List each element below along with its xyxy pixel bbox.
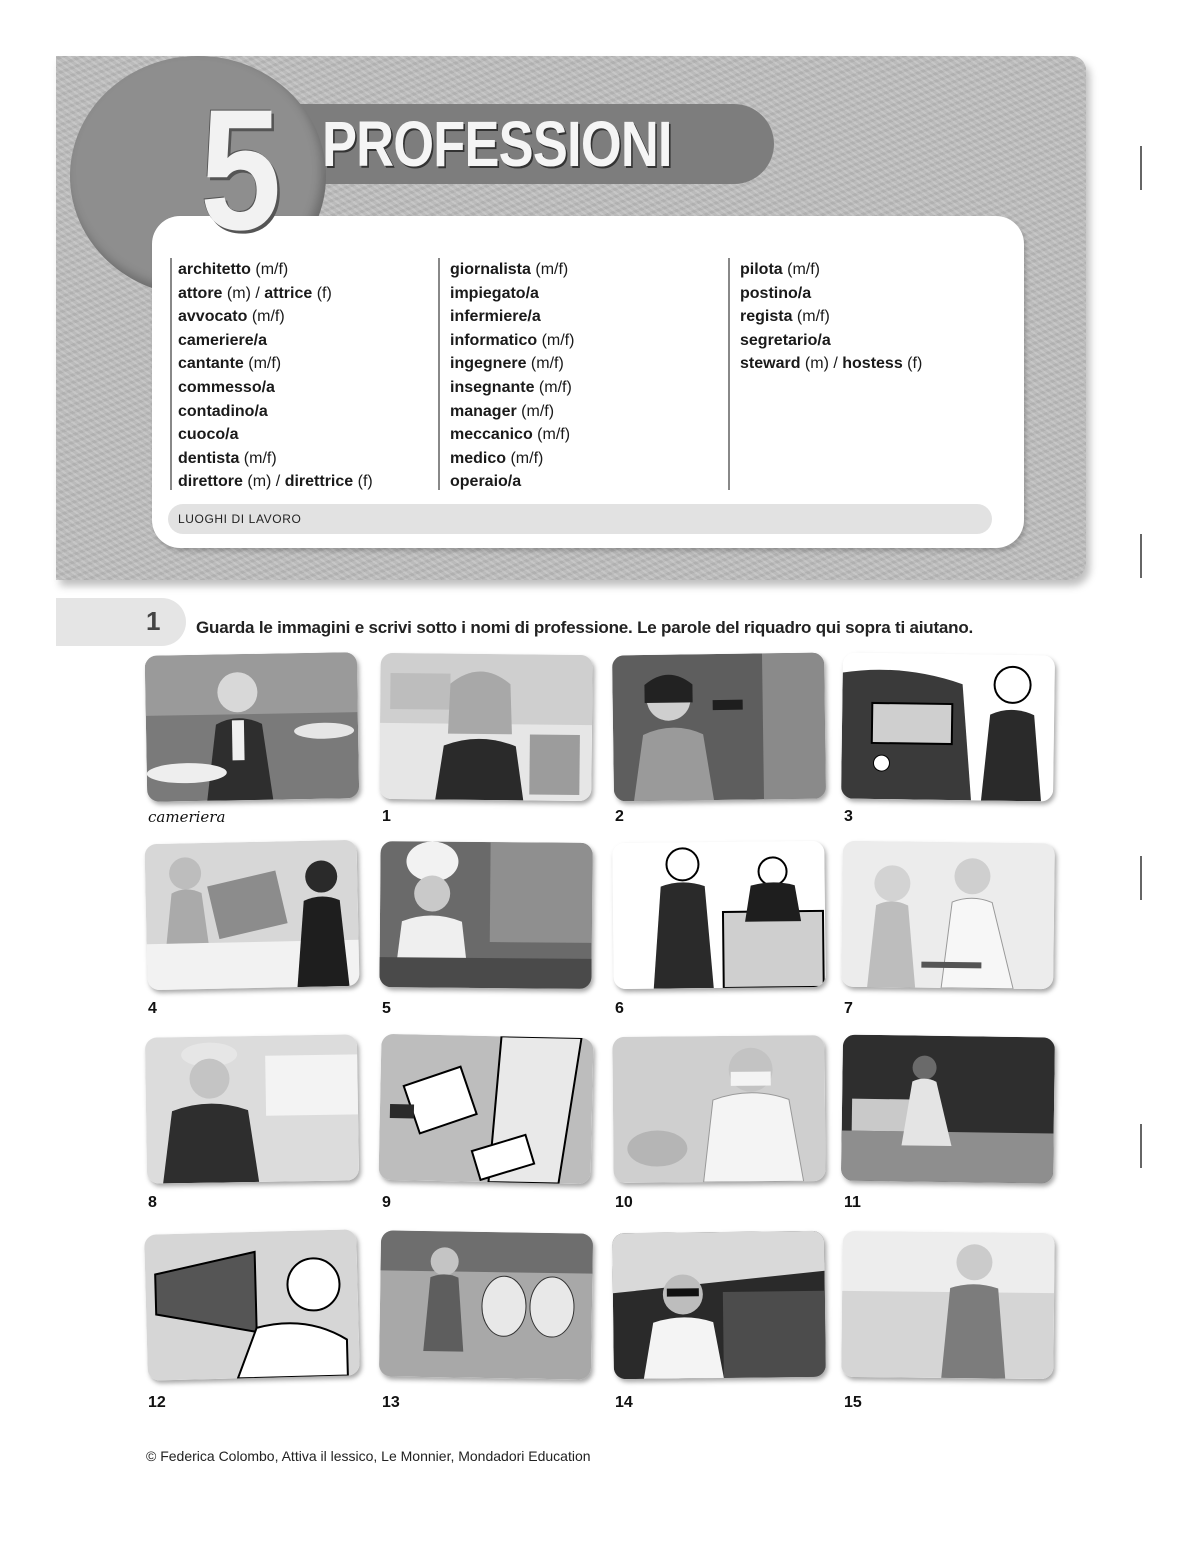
vocabulary-box: [152, 216, 1024, 548]
nurse-photo: [841, 1231, 1055, 1379]
picture-number-label: 10: [615, 1194, 633, 1211]
vocabulary-entry: [178, 282, 373, 306]
vocabulary-word: meccanico: [450, 426, 533, 444]
vocabulary-entry: [450, 352, 574, 376]
vocabulary-word: hostess: [842, 355, 903, 373]
example-answer: cameriera: [148, 808, 226, 826]
vocabulary-word: regista: [740, 308, 793, 326]
vocabulary-entry: [178, 329, 373, 353]
vocabulary-word: dentista: [178, 449, 240, 467]
vocabulary-word: pilota: [740, 261, 783, 278]
vocabulary-entry: [740, 282, 922, 306]
vocabulary-word: manager: [450, 402, 517, 420]
gender-marker: (m) /: [247, 473, 285, 491]
vocabulary-entry: [450, 470, 574, 494]
vocabulary-entry: [740, 329, 922, 353]
vocabulary-entry: [740, 352, 922, 376]
picture-number-label: 11: [844, 1194, 861, 1211]
chapter-number: 5: [200, 74, 282, 266]
vocabulary-entry: [450, 282, 574, 306]
vocabulary-column-1: [170, 258, 373, 490]
vocabulary-word: steward: [740, 355, 801, 373]
margin-mark: [1140, 146, 1142, 190]
picture-number-label: 9: [382, 1194, 391, 1211]
vocabulary-entry: [450, 258, 574, 282]
picture-number-label: 7: [844, 1000, 853, 1017]
doctor-photo: [841, 841, 1055, 990]
dentist-photo: [612, 1035, 825, 1183]
office-worker-photo: [379, 653, 593, 801]
gender-marker: (m/f): [796, 308, 830, 326]
farmer-photo: [379, 1230, 593, 1379]
picture-number-label: 13: [382, 1394, 400, 1411]
gender-marker: (f): [316, 284, 332, 302]
gender-marker: (m/f): [530, 355, 564, 373]
vocabulary-word: postino/a: [740, 284, 812, 302]
vocabulary-entry: [450, 423, 574, 447]
vocabulary-entry: [450, 376, 574, 400]
gender-marker: (m/f): [537, 426, 571, 444]
vocabulary-word: direttore: [178, 473, 243, 491]
pilot-photo: [612, 1231, 826, 1380]
gender-marker: (m/f): [243, 449, 277, 467]
vocabulary-entry: [178, 400, 373, 424]
copyright-footer: © Federica Colombo, Attiva il lessico, Le Monnier, Mondadori Education: [146, 1448, 591, 1464]
actor-photo: [841, 1035, 1055, 1184]
gender-marker: (m) /: [804, 355, 843, 373]
vocabulary-word: attore: [178, 284, 223, 302]
margin-mark: [1140, 534, 1142, 578]
vocabulary-entry: [178, 305, 373, 329]
exercise-instruction: Guarda le immagini e scrivi sotto i nomi di professione. Le parole del riquadro qui sopra ti aiutano.: [196, 618, 974, 637]
vocabulary-entry: [450, 329, 574, 353]
gender-marker: (m/f): [248, 355, 282, 373]
gender-marker: (m/f): [255, 261, 289, 278]
picture-number-label: 14: [615, 1394, 633, 1411]
vocabulary-word: ingegnere: [450, 355, 527, 373]
picture-number-label: 1: [382, 808, 391, 825]
vocabulary-word: infermiere/a: [450, 308, 541, 326]
vocabulary-word: attrice: [264, 284, 313, 302]
mechanic-illustration: [841, 653, 1055, 802]
vocabulary-entry: [178, 470, 373, 494]
vocabulary-word: architetto: [178, 261, 251, 278]
postman-illustration: [378, 1034, 593, 1184]
vocabulary-word: impiegato/a: [450, 284, 539, 302]
gender-marker: (m/f): [787, 261, 820, 278]
gender-marker: (m/f): [521, 402, 555, 420]
margin-mark: [1140, 1124, 1142, 1168]
cook-photo: [379, 841, 592, 989]
gender-marker: (m/f): [538, 378, 572, 396]
gender-marker: (f): [907, 355, 923, 373]
vocabulary-entry: [450, 400, 574, 424]
vocabulary-entry: [450, 305, 574, 329]
gender-marker: (m/f): [535, 261, 569, 278]
picture-number-label: 2: [615, 808, 624, 825]
vocabulary-word: operaio/a: [450, 473, 522, 491]
gender-marker: (m/f): [251, 308, 285, 326]
vocabulary-word: segretario/a: [740, 331, 831, 349]
worker-photo: [145, 1034, 359, 1183]
exercise-number-tab: [56, 598, 186, 646]
vocabulary-word: cuoco/a: [178, 426, 239, 444]
vocabulary-word: direttrice: [284, 473, 354, 491]
vocabulary-word: avvocato: [178, 308, 248, 326]
vocabulary-entry: [178, 376, 373, 400]
vocabulary-word: insegnante: [450, 378, 535, 396]
vocabulary-entry: [450, 447, 574, 471]
vocabulary-word: giornalista: [450, 261, 531, 278]
exercise-number: 1: [146, 606, 161, 636]
vocabulary-word: cantante: [178, 355, 244, 373]
shop-assistant-photo: [144, 840, 359, 990]
vocabulary-entry: [178, 352, 373, 376]
vocabulary-entry: [740, 258, 922, 282]
director-illustration: [144, 1229, 360, 1380]
picture-number-label: 12: [148, 1394, 166, 1411]
chapter-title: PROFESSIONI: [322, 108, 672, 180]
workplaces-label: LUOGHI DI LAVORO: [168, 504, 992, 534]
gender-marker: (m) /: [226, 284, 265, 302]
picture-number-label: 15: [844, 1394, 862, 1411]
picture-number-label: 6: [615, 1000, 624, 1017]
vocabulary-word: commesso/a: [178, 378, 275, 396]
margin-mark: [1140, 856, 1142, 900]
gender-marker: (m/f): [510, 449, 544, 467]
vocabulary-column-3: [728, 258, 922, 490]
vocabulary-column-2: [438, 258, 574, 490]
picture-number-label: 4: [148, 1000, 157, 1017]
vocabulary-entry: [178, 447, 373, 471]
vocabulary-entry: [740, 305, 922, 329]
picture-number-label: 3: [844, 808, 853, 825]
gender-marker: (m/f): [541, 331, 575, 349]
vocabulary-word: medico: [450, 449, 507, 467]
vocabulary-entry: [178, 423, 373, 447]
vocabulary-word: cameriere/a: [178, 331, 267, 349]
vocabulary-word: contadino/a: [178, 402, 268, 420]
singer-photo: [612, 653, 826, 802]
gender-marker: (f): [357, 473, 373, 491]
waitress-photo: [145, 652, 360, 802]
vocabulary-word: informatico: [450, 331, 538, 349]
picture-number-label: 5: [382, 1000, 391, 1017]
lawyer-illustration: [612, 841, 826, 989]
picture-number-label: 8: [148, 1194, 157, 1211]
